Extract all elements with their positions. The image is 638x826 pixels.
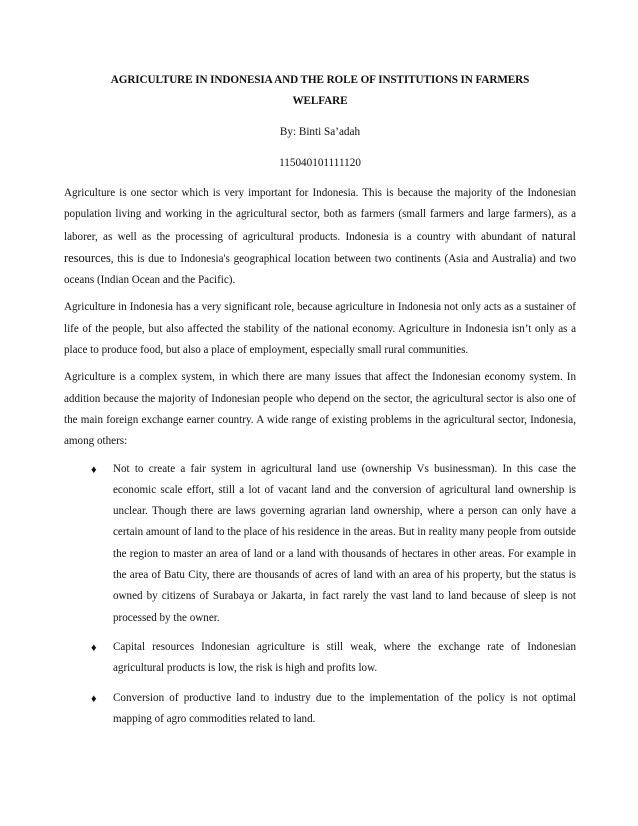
student-id: 115040101111120 bbox=[279, 157, 361, 169]
list-item-text: Conversion of productive land to industry due to the implementation of the policy is not optimal mapping of agro commodities related to land. bbox=[113, 691, 576, 725]
list-item bbox=[64, 637, 576, 680]
list-item-text: Capital resources Indonesian agriculture is still weak, where the exchange rate of Indonesian agricultural products is low, the risk is high and profits low. bbox=[113, 640, 576, 675]
list-item-text: Not to create a fair system in agricultural land use (ownership Vs businessman). In this case the economic scale effort, still a lot of vacant land and the conversion of agricultural land ownership is unclear. Though there are laws governing agrarian land ownership, where a person can only have a certain amount of land to the place of his residence in the areas. But in reality many people from outside the region to master an area of land or a land with thousands of hectares in other areas. For example in the area of Batu City, there are thousands of acres of land with an area of his property, but the status is owned by citizens of Surabaya or Jakarta, in fact rarely the vast land to land because of sleep is not processed by the owner. bbox=[113, 462, 576, 624]
problems-list bbox=[64, 459, 576, 731]
paragraph-1-end: , this is due to Indonesia's geographical location between two continents (Asia and Australia) and two oceans (Indian Ocean and the Pacific). bbox=[64, 252, 576, 287]
author-line: By: Binti Sa’adah bbox=[279, 126, 361, 138]
diamond-bullet-icon: ♦ bbox=[91, 641, 97, 654]
paragraph-2: Agriculture in Indonesia has a very significant role, because agriculture in Indonesia not only acts as a sustainer of life of the people, but also affected the stability of the national economy. Agriculture in Indonesia isn’t only as a place to produce food, but also a place of employment, especially small rural communities. bbox=[64, 301, 576, 357]
paragraph-1-start: Agriculture is one sector which is very important for Indonesia. This is because the majority of the Indonesian population living and working in the agricultural sector, both as farmers (small farmers and large farmers), as a laborer, as well as the processing of agricultural products. Indonesia is a country with abundant of bbox=[64, 187, 576, 243]
diamond-bullet-icon: ♦ bbox=[91, 692, 97, 705]
paragraph-1 bbox=[64, 183, 576, 291]
document-page bbox=[64, 0, 576, 738]
list-item bbox=[64, 688, 576, 731]
natural-resources-phrase: natural resources bbox=[64, 228, 576, 265]
document-title: AGRICULTURE IN INDONESIA AND THE ROLE OF INSTITUTIONS IN FARMERS WELFARE bbox=[110, 74, 530, 107]
list-item bbox=[64, 459, 576, 629]
diamond-bullet-icon: ♦ bbox=[91, 463, 97, 476]
paragraph-3: Agriculture is a complex system, in which there are many issues that affect the Indonesian economy system. In addition because the majority of Indonesian people who depend on the sector, the agricultural sector is also one of the main foreign exchange earner country. A wide range of existing problems in the agricultural sector, Indonesia, among others: bbox=[64, 371, 576, 448]
